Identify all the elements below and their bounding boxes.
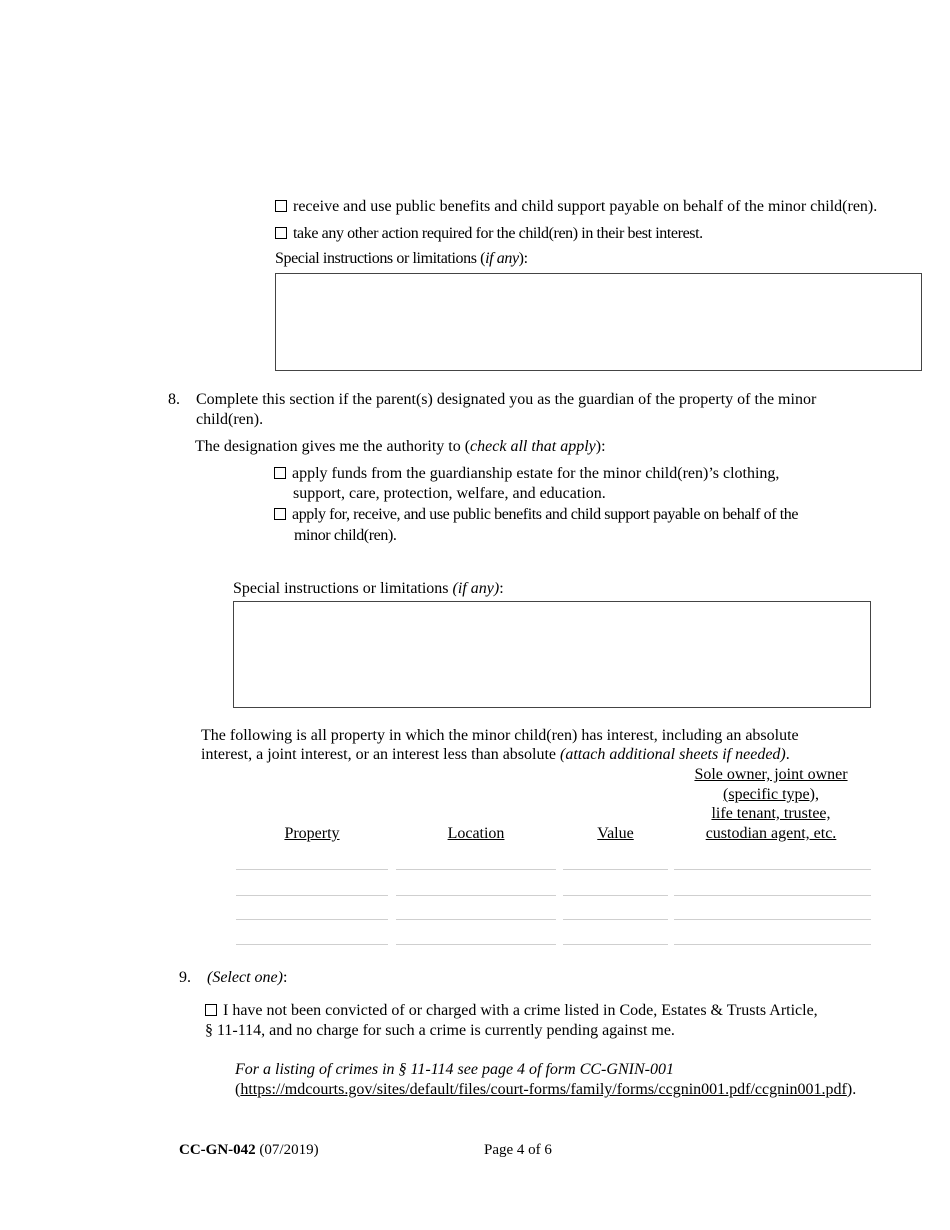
section-9-number: 9. [179, 969, 191, 986]
option-apply-funds-label: apply funds from the guardianship estate for the minor child(ren)’s clothing, [292, 465, 780, 482]
section-8-line2: child(ren). [196, 411, 264, 428]
property-cell[interactable] [236, 895, 388, 896]
column-header-owner-l1: Sole owner, joint owner [694, 766, 848, 783]
crime-listing-link[interactable]: https://mdcourts.gov/sites/default/files/court-forms/family/forms/ccgnin001.pdf/ccgnin001.pdf [240, 1081, 847, 1098]
special-instructions-box-7[interactable] [275, 273, 922, 371]
option-apply-funds-line2: support, care, protection, welfare, and education. [293, 485, 606, 502]
special-instructions-box-8[interactable] [233, 601, 871, 708]
option-other-action-label: take any other action required for the child(ren) in their best interest. [293, 225, 703, 242]
column-header-value: Value [597, 825, 634, 842]
location-cell[interactable] [396, 944, 556, 945]
owner-cell[interactable] [674, 869, 871, 870]
checkbox-not-convicted[interactable] [205, 1004, 217, 1016]
checkbox-other-action[interactable] [275, 227, 287, 239]
property-statement-line1: The following is all property in which the minor child(ren) has interest, including an absolute [201, 727, 799, 744]
checkbox-apply-funds[interactable] [274, 467, 286, 479]
property-cell[interactable] [236, 944, 388, 945]
column-header-location: Location [447, 825, 505, 842]
special-instructions-label-8: Special instructions or limitations (if any): [233, 580, 504, 597]
value-cell[interactable] [563, 944, 668, 945]
value-cell[interactable] [563, 919, 668, 920]
option-apply-benefits [274, 505, 798, 525]
column-header-owner-l2: (specific type), [723, 786, 819, 803]
option-other-action [275, 224, 703, 244]
column-header-owner-l3: life tenant, trustee, [711, 805, 831, 822]
location-cell[interactable] [396, 869, 556, 870]
special-instructions-label-7: Special instructions or limitations (if any): [275, 250, 528, 267]
crime-listing-url-line: (https://mdcourts.gov/sites/default/files/court-forms/family/forms/ccgnin001.pdf/ccgnin001.pdf). [235, 1081, 857, 1098]
section-8-line1: Complete this section if the parent(s) designated you as the guardian of the property of the minor [196, 391, 817, 408]
checkbox-apply-benefits[interactable] [274, 508, 286, 520]
option-not-convicted [205, 1001, 818, 1021]
column-header-property: Property [284, 825, 340, 842]
owner-cell[interactable] [674, 944, 871, 945]
column-header-owner-l4: custodian agent, etc. [705, 825, 837, 842]
owner-cell[interactable] [674, 919, 871, 920]
location-cell[interactable] [396, 919, 556, 920]
page-number: Page 4 of 6 [484, 1142, 552, 1158]
authority-statement: The designation gives me the authority to (check all that apply): [195, 438, 606, 455]
location-cell[interactable] [396, 895, 556, 896]
checkbox-receive-benefits[interactable] [275, 200, 287, 212]
option-not-convicted-label: I have not been convicted of or charged with a crime listed in Code, Estates & Trusts Article, [223, 1002, 818, 1019]
crime-listing-note: For a listing of crimes in § 11-114 see page 4 of form CC-GNIN-001 [235, 1061, 674, 1078]
property-cell[interactable] [236, 919, 388, 920]
value-cell[interactable] [563, 895, 668, 896]
option-receive-benefits [275, 197, 877, 217]
section-8-number: 8. [168, 391, 180, 408]
owner-cell[interactable] [674, 895, 871, 896]
option-apply-funds [274, 464, 779, 484]
value-cell[interactable] [563, 869, 668, 870]
option-apply-benefits-line2: minor child(ren). [294, 527, 397, 544]
property-cell[interactable] [236, 869, 388, 870]
option-receive-benefits-label: receive and use public benefits and child support payable on behalf of the minor child(ren). [293, 198, 878, 215]
option-not-convicted-line2: § 11-114, and no charge for such a crime is currently pending against me. [205, 1022, 675, 1039]
option-apply-benefits-label: apply for, receive, and use public benefits and child support payable on behalf of the [292, 506, 799, 523]
property-statement-line2: interest, a joint interest, or an interest less than absolute (attach additional sheets if needed). [201, 746, 790, 763]
select-one-label: (Select one): [207, 969, 288, 986]
form-id: CC-GN-042 (07/2019) [179, 1142, 319, 1158]
